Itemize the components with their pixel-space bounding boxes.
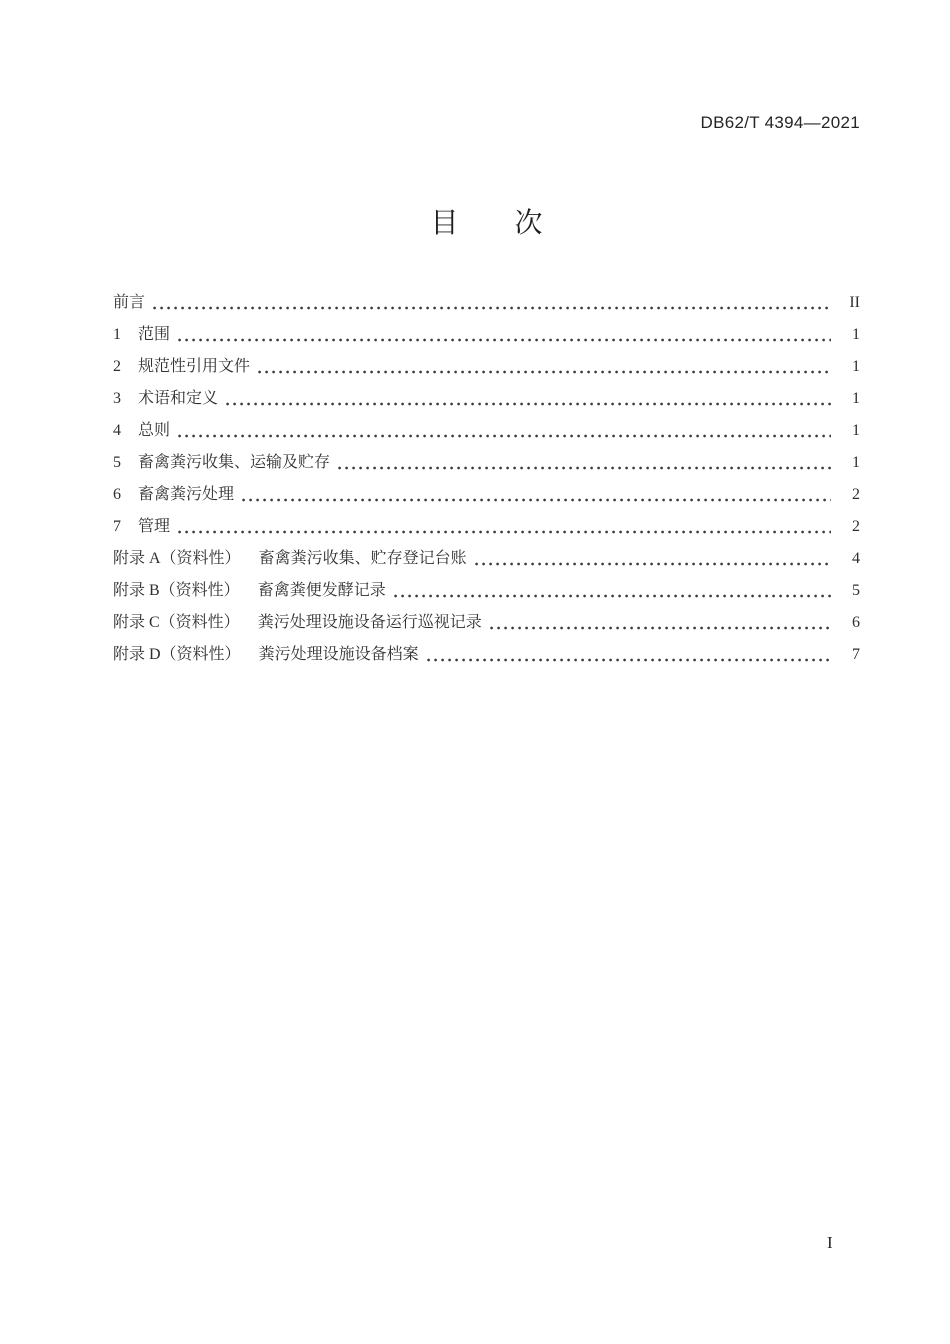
toc-entry-number: 7 [113, 518, 121, 535]
toc-entry-number: 3 [113, 390, 121, 407]
toc-entry-label: 畜禽粪便发酵记录 [257, 582, 386, 599]
toc-entry-page: 7 [852, 646, 860, 663]
toc-entry-page: 2 [852, 518, 860, 535]
toc-entry-foreword [113, 287, 860, 319]
toc-entry-label: 管理 [138, 518, 171, 535]
toc-entry-label: 规范性引用文件 [138, 358, 251, 375]
toc-entry-label: 总则 [138, 422, 171, 439]
toc-entry-6 [113, 479, 860, 511]
toc-entry-5 [113, 447, 860, 479]
toc-entry-number: 1 [113, 326, 121, 343]
toc-entry-number: 附录 A（资料性） [113, 550, 241, 567]
toc-entry-label: 畜禽粪污收集、运输及贮存 [138, 454, 331, 471]
toc-entry-page: II [849, 294, 860, 311]
toc-entry-page: 6 [852, 614, 860, 631]
toc-entry-label: 前言 [113, 294, 146, 311]
toc-entry-page: 1 [852, 358, 860, 375]
toc-entry-label: 术语和定义 [138, 390, 219, 407]
toc-entry-4 [113, 415, 860, 447]
toc-entry-label: 畜禽粪污处理 [138, 486, 235, 503]
dot-leader [242, 498, 831, 502]
toc-entry-appendix-c [113, 607, 860, 639]
dot-leader [258, 370, 831, 374]
dot-leader [427, 658, 831, 662]
toc-entry-number: 附录 B（资料性） [113, 582, 240, 599]
toc-entry-page: 1 [852, 422, 860, 439]
dot-leader [475, 562, 831, 566]
toc-entry-2 [113, 351, 860, 383]
toc-entry-page: 2 [852, 486, 860, 503]
toc-entry-number: 附录 C（资料性） [113, 614, 240, 631]
toc-entry-1 [113, 319, 860, 351]
dot-leader [178, 434, 831, 438]
table-of-contents [113, 287, 860, 671]
toc-entry-3 [113, 383, 860, 415]
dot-leader [490, 626, 831, 630]
toc-entry-number: 6 [113, 486, 121, 503]
toc-entry-appendix-b [113, 575, 860, 607]
toc-entry-number: 5 [113, 454, 121, 471]
toc-entry-number: 4 [113, 422, 121, 439]
toc-entry-page: 1 [852, 390, 860, 407]
toc-entry-page: 1 [852, 454, 860, 471]
toc-entry-page: 4 [852, 550, 860, 567]
toc-entry-label: 粪污处理设施设备档案 [258, 646, 419, 663]
dot-leader [338, 466, 831, 470]
dot-leader [226, 402, 831, 406]
toc-entry-appendix-d [113, 639, 860, 671]
toc-entry-number: 2 [113, 358, 121, 375]
toc-entry-page: 1 [852, 326, 860, 343]
toc-entry-label: 范围 [138, 326, 171, 343]
dot-leader [178, 338, 831, 342]
dot-leader [153, 306, 831, 310]
dot-leader [394, 594, 831, 598]
folio-page-number: I [827, 1233, 833, 1252]
toc-entry-7 [113, 511, 860, 543]
dot-leader [178, 530, 831, 534]
page-title: 目 次 [430, 207, 543, 238]
toc-entry-label: 粪污处理设施设备运行巡视记录 [257, 614, 482, 631]
toc-entry-label: 畜禽粪污收集、贮存登记台账 [258, 550, 467, 567]
toc-entry-appendix-a [113, 543, 860, 575]
toc-entry-page: 5 [852, 582, 860, 599]
toc-entry-number: 附录 D（资料性） [113, 646, 241, 663]
doc-code: DB62/T 4394—2021 [700, 113, 860, 132]
